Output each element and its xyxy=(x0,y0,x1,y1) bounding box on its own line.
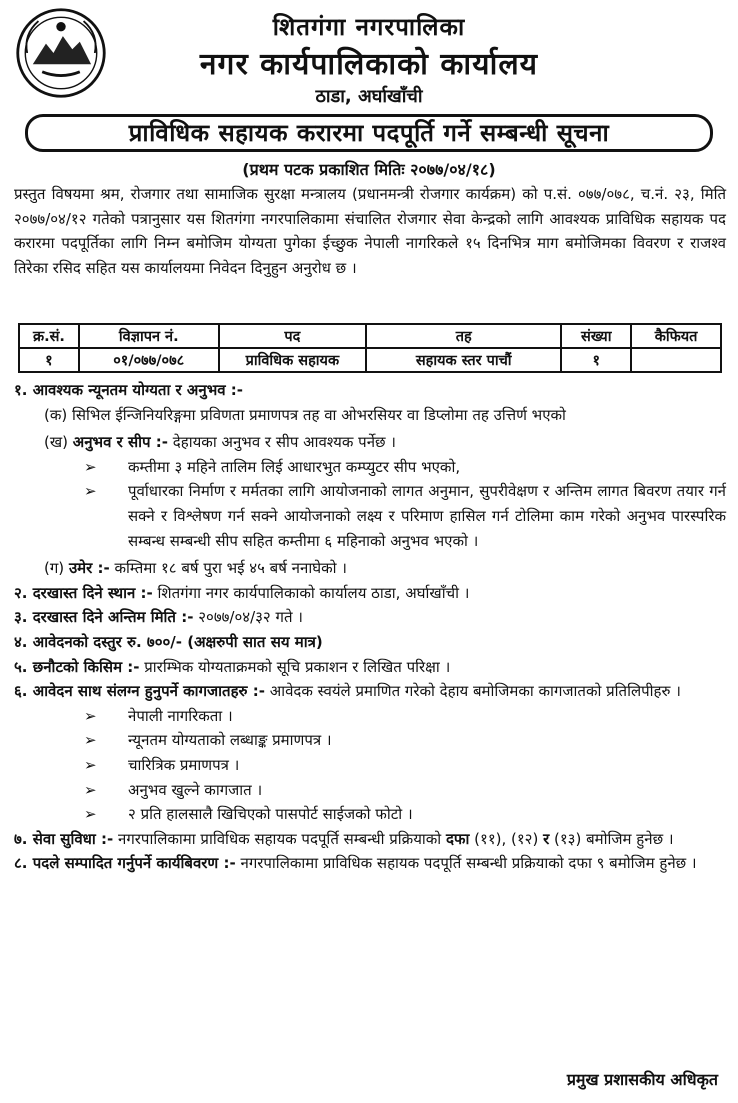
signature-title: प्रमुख प्रशासकीय अधिकृत xyxy=(566,1070,718,1089)
office-name: नगर कार्यपालिकाको कार्यालय xyxy=(199,47,539,82)
section-1-title: १. आवश्यक न्यूनतम योग्यता र अनुभव :- xyxy=(14,381,244,399)
arrow-bullet-icon: ➢ xyxy=(84,457,97,476)
section-6: ६. आवेदन साथ संलग्न हुनुपर्ने कागजातहरु :- आवेदक स्वयंले प्रमाणित गरेको देहाय बमोजिमका कागजातको प्रतिलिपीहरु । xyxy=(14,682,681,701)
cell-level: सहायक स्तर पाचौं xyxy=(366,348,561,372)
kha-title: अनुभव र सीप :- xyxy=(72,433,169,452)
col-header-count: संख्या xyxy=(561,324,631,348)
col-header-remarks: कैफियत xyxy=(631,324,721,348)
section-1-kha xyxy=(14,430,726,455)
section-7: ७. सेवा सुविधा :- नगरपालिकामा प्राविधिक सहायक पदपूर्ति सम्बन्धी प्रक्रियाको दफा (११), (१२) र (१३) बमोजिम हुनेछ । xyxy=(14,829,674,848)
cell-serial: १ xyxy=(19,348,79,372)
arrow-bullet-icon: ➢ xyxy=(84,755,97,774)
section-3: ३. दरखास्त दिने अन्तिम मिति :- २०७७/०४/३२ गते । xyxy=(14,608,303,627)
table-row xyxy=(19,348,721,372)
ga-text: कम्तिमा १८ बर्ष पुरा भई ४५ बर्ष ननाघेको । xyxy=(114,559,347,578)
cell-remarks xyxy=(631,348,721,372)
cell-ad-number: ०१/०७७/०७८ xyxy=(79,348,219,372)
office-address: ठाडा, अर्घाखाँची xyxy=(315,86,423,107)
section-1-ka xyxy=(14,403,726,428)
arrow-bullet-icon: ➢ xyxy=(84,706,97,725)
notice-body xyxy=(14,378,726,876)
arrow-bullet-icon: ➢ xyxy=(84,780,97,799)
notice-title: प्राविधिक सहायक करारमा पदपूर्ति गर्ने सम्बन्धी सूचना xyxy=(25,114,713,152)
ka-label: (क) xyxy=(44,405,68,424)
published-date: (प्रथम पटक प्रकाशित मितिः २०७७/०४/१८) xyxy=(242,160,496,179)
vacancy-table xyxy=(18,323,722,373)
section-5: ५. छनौटको किसिम :- प्रारम्भिक योग्यताक्रमको सूचि प्रकाशन र लिखित परिक्षा । xyxy=(14,657,451,676)
col-header-ad-number: विज्ञापन नं. xyxy=(79,324,219,348)
list-item: ➢ २ प्रति हालसालै खिचिएको पासपोर्ट साईजको फोटो । xyxy=(14,802,726,827)
list-item: ➢ पूर्वाधारका निर्माण र मर्मतका लागि आयोजनाको लागत अनुमान, सुपरीवेक्षण र अन्तिम लागत बिवरण तयार गर्न सक्ने र विश्लेषण गर्न सक्ने आयोजनाको लक्ष्य र परिमाण हासिल गर्न टोलिमा काम गरेको अनुभव पारस्परिक सम्बन्ध सम्बन्धी सीप सहित कम्तीमा ६ महिनाको अनुभव भएको । xyxy=(14,479,726,553)
col-header-serial: क्र.सं. xyxy=(19,324,79,348)
arrow-bullet-icon: ➢ xyxy=(84,731,97,750)
arrow-bullet-icon: ➢ xyxy=(84,482,97,501)
kha-text: देहायका अनुभव र सीप आवश्यक पर्नेछ । xyxy=(172,433,396,452)
list-item: ➢ नेपाली नागरिकता । xyxy=(14,704,726,729)
section-4: ४. आवेदनको दस्तुर रु. ७००/- (अक्षरुपी सात सय मात्र) xyxy=(14,632,323,651)
ga-label: (ग) xyxy=(44,559,65,578)
section-8: ८. पदले सम्पादित गर्नुपर्ने कार्यबिवरण :- नगरपालिकामा प्राविधिक सहायक पदपूर्ति सम्बन्धी प्रक्रियाको दफा ९ बमोजिम हुनेछ । xyxy=(14,854,697,873)
ga-title: उमेर :- xyxy=(68,559,110,578)
list-item: ➢ कम्तीमा ३ महिने तालिम लिई आधारभुत कम्प्युटर सीप भएको, xyxy=(14,455,726,480)
section-2: २. दरखास्त दिने स्थान :- शितगंगा नगर कार्यपालिकाको कार्यालय ठाडा, अर्घाखाँची । xyxy=(14,583,470,602)
cell-post: प्राविधिक सहायक xyxy=(219,348,367,372)
intro-paragraph: प्रस्तुत विषयमा श्रम, रोजगार तथा सामाजिक सुरक्षा मन्त्रालय (प्रधानमन्त्री रोजगार कार्यक्रम) को प.सं. ०७७/०७८, च.नं. २३, मिति २०७७/०४/१२ गतेको पत्रानुसार यस शितगंगा नगरपालिकामा संचालित रोजगार सेवा केन्द्रको लागि आवश्यक प्राविधिक सहायक पद करारमा पदपूर्तिका लागि निम्न बमोजिम योग्यता पुगेका ईच्छुक नेपाली नागरिकले १५ दिनभित्र माग बमोजिमका विवरण र राजश्व तिरेका रसिद सहित यस कार्यालयमा निवेदन दिनुहुन अनुरोध छ । xyxy=(14,185,726,277)
section-1-ga xyxy=(14,556,726,581)
list-item: ➢ चारित्रिक प्रमाणपत्र । xyxy=(14,753,726,778)
cell-count: १ xyxy=(561,348,631,372)
col-header-post: पद xyxy=(219,324,367,348)
list-item: ➢ न्यूनतम योग्यताको लब्धाङ्क प्रमाणपत्र । xyxy=(14,728,726,753)
ka-text: सिभिल ईन्जिनियरिङ्गमा प्रविणता प्रमाणपत्र तह वा ओभरसियर वा डिप्लोमा तह उत्तिर्ण भएको xyxy=(72,405,566,424)
list-item: ➢ अनुभव खुल्ने कागजात । xyxy=(14,778,726,803)
col-header-level: तह xyxy=(366,324,561,348)
municipality-name: शितगंगा नगरपालिका xyxy=(272,13,466,41)
table-header-row xyxy=(19,324,721,348)
arrow-bullet-icon: ➢ xyxy=(84,805,97,824)
kha-label: (ख) xyxy=(44,433,68,452)
